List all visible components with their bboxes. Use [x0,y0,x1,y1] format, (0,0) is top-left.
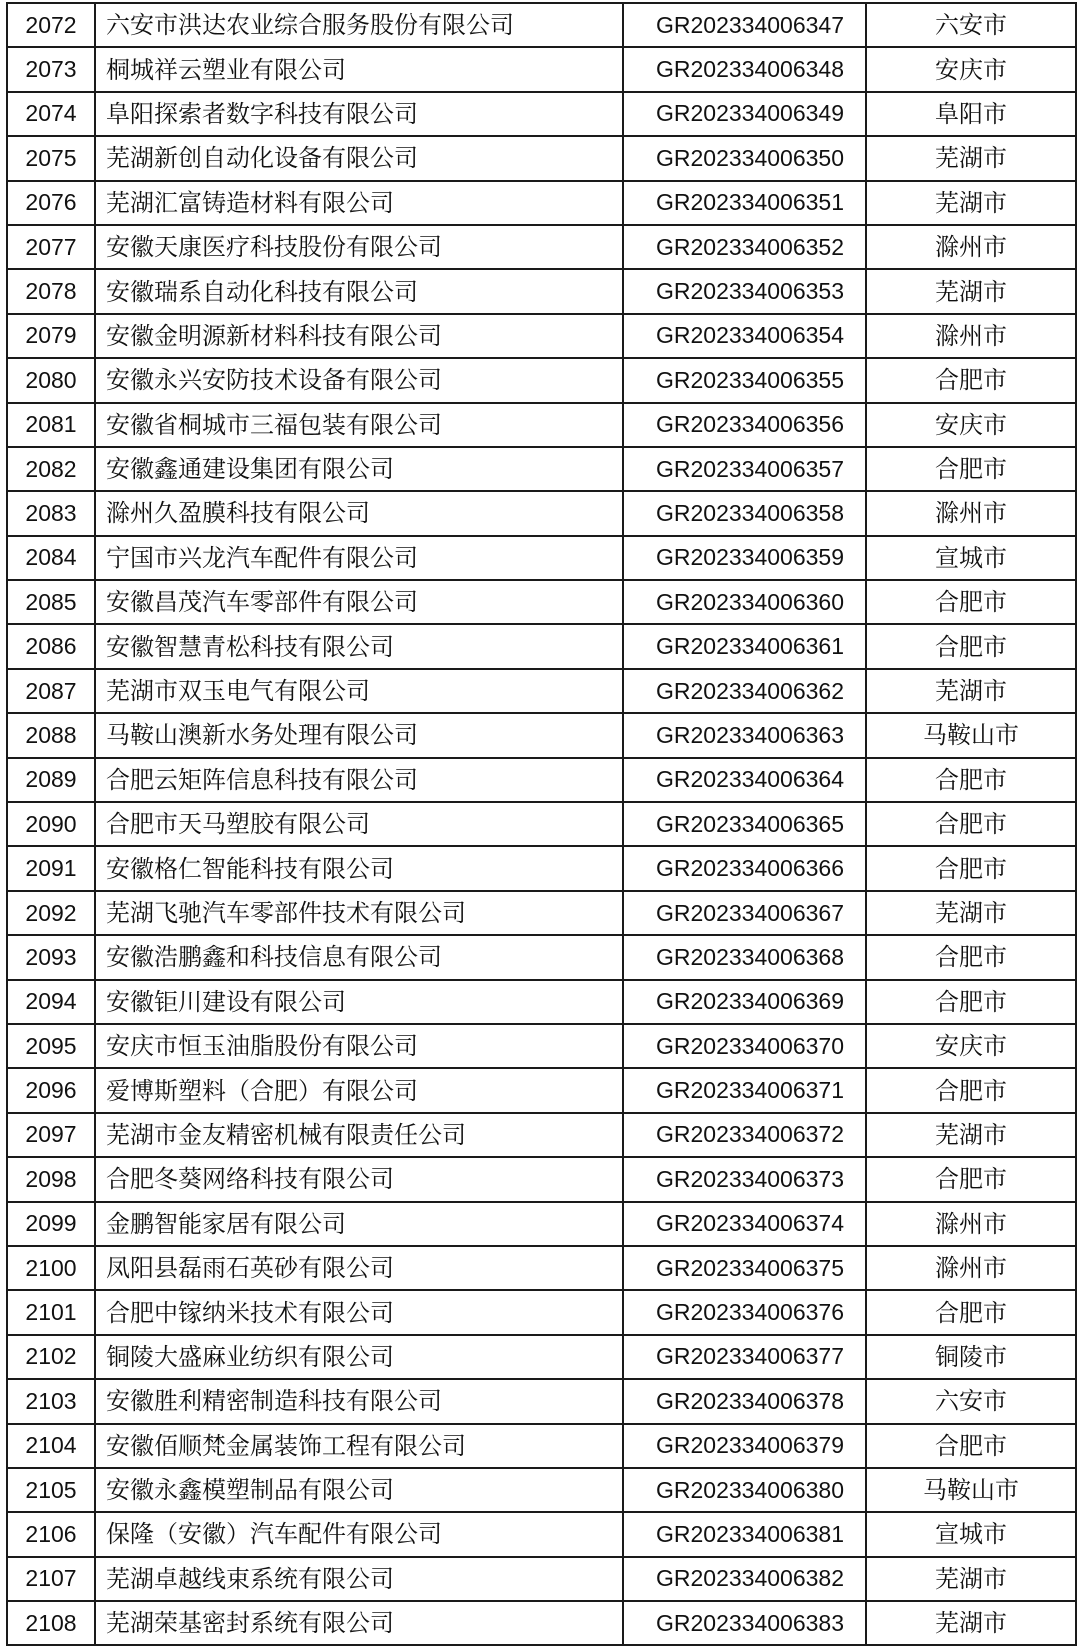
row-number-cell: 2097 [7,1113,95,1157]
certificate-code-cell: GR202334006373 [623,1157,866,1201]
company-name-cell: 安徽昌茂汽车零部件有限公司 [95,580,623,624]
row-number-cell: 2103 [7,1379,95,1423]
company-name-cell: 桐城祥云塑业有限公司 [95,47,623,91]
row-number-cell: 2073 [7,47,95,91]
city-cell: 芜湖市 [866,1557,1076,1601]
row-number-cell: 2082 [7,447,95,491]
city-cell: 安庆市 [866,403,1076,447]
company-name-cell: 铜陵大盛麻业纺织有限公司 [95,1335,623,1379]
company-name-cell: 安徽佰顺梵金属装饰工程有限公司 [95,1424,623,1468]
row-number-cell: 2093 [7,935,95,979]
certificate-code-cell: GR202334006357 [623,447,866,491]
company-name-cell: 安徽天康医疗科技股份有限公司 [95,225,623,269]
certificate-code-cell: GR202334006380 [623,1468,866,1512]
table-row [7,1113,1076,1157]
company-name-cell: 芜湖卓越线束系统有限公司 [95,1557,623,1601]
row-number-cell: 2102 [7,1335,95,1379]
company-name-cell: 安徽智慧青松科技有限公司 [95,624,623,668]
city-cell: 宣城市 [866,1512,1076,1556]
city-cell: 芜湖市 [866,269,1076,313]
company-name-cell: 安徽胜利精密制造科技有限公司 [95,1379,623,1423]
table-row [7,980,1076,1024]
certificate-code-cell: GR202334006349 [623,92,866,136]
certificate-code-cell: GR202334006351 [623,181,866,225]
row-number-cell: 2085 [7,580,95,624]
row-number-cell: 2108 [7,1601,95,1645]
table-row [7,580,1076,624]
city-cell: 六安市 [866,3,1076,47]
row-number-cell: 2106 [7,1512,95,1556]
row-number-cell: 2088 [7,713,95,757]
table-row [7,1246,1076,1290]
row-number-cell: 2075 [7,136,95,180]
city-cell: 铜陵市 [866,1335,1076,1379]
certificate-code-cell: GR202334006362 [623,669,866,713]
city-cell: 芜湖市 [866,181,1076,225]
row-number-cell: 2104 [7,1424,95,1468]
city-cell: 合肥市 [866,758,1076,802]
certificate-code-cell: GR202334006371 [623,1068,866,1112]
city-cell: 合肥市 [866,1068,1076,1112]
company-name-cell: 安徽金明源新材料科技有限公司 [95,314,623,358]
row-number-cell: 2101 [7,1290,95,1334]
company-name-cell: 宁国市兴龙汽车配件有限公司 [95,536,623,580]
city-cell: 安庆市 [866,1024,1076,1068]
city-cell: 马鞍山市 [866,713,1076,757]
table-row [7,1601,1076,1645]
certificate-code-cell: GR202334006355 [623,358,866,402]
city-cell: 合肥市 [866,846,1076,890]
certificate-code-cell: GR202334006348 [623,47,866,91]
certificate-code-cell: GR202334006368 [623,935,866,979]
row-number-cell: 2105 [7,1468,95,1512]
city-cell: 滁州市 [866,1202,1076,1246]
certificate-code-cell: GR202334006365 [623,802,866,846]
row-number-cell: 2076 [7,181,95,225]
table-row [7,758,1076,802]
certificate-code-cell: GR202334006382 [623,1557,866,1601]
table-row [7,713,1076,757]
row-number-cell: 2086 [7,624,95,668]
city-cell: 滁州市 [866,314,1076,358]
row-number-cell: 2080 [7,358,95,402]
table-row [7,403,1076,447]
table-row [7,1290,1076,1334]
table-row [7,1202,1076,1246]
certificate-code-cell: GR202334006358 [623,491,866,535]
row-number-cell: 2081 [7,403,95,447]
city-cell: 芜湖市 [866,136,1076,180]
row-number-cell: 2087 [7,669,95,713]
city-cell: 合肥市 [866,1424,1076,1468]
city-cell: 合肥市 [866,980,1076,1024]
certificate-code-cell: GR202334006361 [623,624,866,668]
company-name-cell: 芜湖市金友精密机械有限责任公司 [95,1113,623,1157]
row-number-cell: 2074 [7,92,95,136]
city-cell: 芜湖市 [866,891,1076,935]
company-name-cell: 安徽格仁智能科技有限公司 [95,846,623,890]
row-number-cell: 2083 [7,491,95,535]
company-name-cell: 芜湖汇富铸造材料有限公司 [95,181,623,225]
company-name-cell: 合肥中镓纳米技术有限公司 [95,1290,623,1334]
certificate-code-cell: GR202334006354 [623,314,866,358]
certificate-code-cell: GR202334006372 [623,1113,866,1157]
city-cell: 合肥市 [866,1157,1076,1201]
certificate-code-cell: GR202334006375 [623,1246,866,1290]
table-row [7,1379,1076,1423]
table-row [7,1468,1076,1512]
certificate-code-cell: GR202334006352 [623,225,866,269]
city-cell: 芜湖市 [866,1601,1076,1645]
city-cell: 合肥市 [866,447,1076,491]
table-row [7,47,1076,91]
certificate-code-cell: GR202334006378 [623,1379,866,1423]
city-cell: 马鞍山市 [866,1468,1076,1512]
table-row [7,314,1076,358]
row-number-cell: 2100 [7,1246,95,1290]
row-number-cell: 2092 [7,891,95,935]
table-row [7,1068,1076,1112]
table-row [7,536,1076,580]
company-name-cell: 安徽永兴安防技术设备有限公司 [95,358,623,402]
certificate-code-cell: GR202334006383 [623,1601,866,1645]
table-row [7,935,1076,979]
company-name-cell: 马鞍山澳新水务处理有限公司 [95,713,623,757]
table-row [7,1157,1076,1201]
certificate-code-cell: GR202334006360 [623,580,866,624]
company-name-cell: 滁州久盈膜科技有限公司 [95,491,623,535]
certificate-code-cell: GR202334006350 [623,136,866,180]
company-name-cell: 安庆市恒玉油脂股份有限公司 [95,1024,623,1068]
table-row [7,1024,1076,1068]
company-name-cell: 保隆（安徽）汽车配件有限公司 [95,1512,623,1556]
company-name-cell: 安徽瑞系自动化科技有限公司 [95,269,623,313]
company-name-cell: 安徽钜川建设有限公司 [95,980,623,1024]
certificate-code-cell: GR202334006347 [623,3,866,47]
company-name-cell: 芜湖飞驰汽车零部件技术有限公司 [95,891,623,935]
table-row [7,491,1076,535]
city-cell: 合肥市 [866,1290,1076,1334]
table-row [7,846,1076,890]
row-number-cell: 2094 [7,980,95,1024]
row-number-cell: 2107 [7,1557,95,1601]
table-row [7,225,1076,269]
certificate-code-cell: GR202334006379 [623,1424,866,1468]
enterprise-list-table [6,2,1077,1646]
certificate-code-cell: GR202334006369 [623,980,866,1024]
company-name-cell: 芜湖市双玉电气有限公司 [95,669,623,713]
company-name-cell: 合肥云矩阵信息科技有限公司 [95,758,623,802]
row-number-cell: 2072 [7,3,95,47]
city-cell: 合肥市 [866,802,1076,846]
row-number-cell: 2096 [7,1068,95,1112]
row-number-cell: 2095 [7,1024,95,1068]
city-cell: 芜湖市 [866,1113,1076,1157]
table-row [7,891,1076,935]
row-number-cell: 2089 [7,758,95,802]
table-row [7,802,1076,846]
city-cell: 合肥市 [866,935,1076,979]
company-name-cell: 合肥市天马塑胶有限公司 [95,802,623,846]
table-row [7,624,1076,668]
row-number-cell: 2077 [7,225,95,269]
company-name-cell: 金鹏智能家居有限公司 [95,1202,623,1246]
table-row [7,447,1076,491]
company-name-cell: 安徽浩鹏鑫和科技信息有限公司 [95,935,623,979]
row-number-cell: 2099 [7,1202,95,1246]
city-cell: 安庆市 [866,47,1076,91]
table-row [7,1335,1076,1379]
table-row [7,358,1076,402]
table-body [7,3,1076,1645]
company-name-cell: 凤阳县磊雨石英砂有限公司 [95,1246,623,1290]
table-row [7,92,1076,136]
city-cell: 芜湖市 [866,669,1076,713]
table-row [7,136,1076,180]
row-number-cell: 2078 [7,269,95,313]
table-row [7,269,1076,313]
city-cell: 合肥市 [866,580,1076,624]
table-row [7,181,1076,225]
city-cell: 六安市 [866,1379,1076,1423]
certificate-code-cell: GR202334006363 [623,713,866,757]
company-name-cell: 合肥冬葵网络科技有限公司 [95,1157,623,1201]
row-number-cell: 2098 [7,1157,95,1201]
row-number-cell: 2091 [7,846,95,890]
company-name-cell: 安徽鑫通建设集团有限公司 [95,447,623,491]
row-number-cell: 2090 [7,802,95,846]
company-name-cell: 芜湖新创自动化设备有限公司 [95,136,623,180]
row-number-cell: 2084 [7,536,95,580]
company-name-cell: 芜湖荣基密封系统有限公司 [95,1601,623,1645]
city-cell: 宣城市 [866,536,1076,580]
certificate-code-cell: GR202334006374 [623,1202,866,1246]
certificate-code-cell: GR202334006376 [623,1290,866,1334]
document-page [6,2,1075,1646]
city-cell: 滁州市 [866,491,1076,535]
company-name-cell: 爱博斯塑料（合肥）有限公司 [95,1068,623,1112]
city-cell: 滁州市 [866,1246,1076,1290]
table-row [7,3,1076,47]
certificate-code-cell: GR202334006364 [623,758,866,802]
company-name-cell: 六安市洪达农业综合服务股份有限公司 [95,3,623,47]
certificate-code-cell: GR202334006366 [623,846,866,890]
company-name-cell: 安徽永鑫模塑制品有限公司 [95,1468,623,1512]
city-cell: 阜阳市 [866,92,1076,136]
certificate-code-cell: GR202334006377 [623,1335,866,1379]
table-row [7,669,1076,713]
certificate-code-cell: GR202334006370 [623,1024,866,1068]
company-name-cell: 阜阳探索者数字科技有限公司 [95,92,623,136]
company-name-cell: 安徽省桐城市三福包装有限公司 [95,403,623,447]
certificate-code-cell: GR202334006356 [623,403,866,447]
certificate-code-cell: GR202334006359 [623,536,866,580]
table-row [7,1557,1076,1601]
certificate-code-cell: GR202334006367 [623,891,866,935]
city-cell: 合肥市 [866,624,1076,668]
row-number-cell: 2079 [7,314,95,358]
table-row [7,1512,1076,1556]
table-row [7,1424,1076,1468]
city-cell: 合肥市 [866,358,1076,402]
certificate-code-cell: GR202334006353 [623,269,866,313]
certificate-code-cell: GR202334006381 [623,1512,866,1556]
city-cell: 滁州市 [866,225,1076,269]
